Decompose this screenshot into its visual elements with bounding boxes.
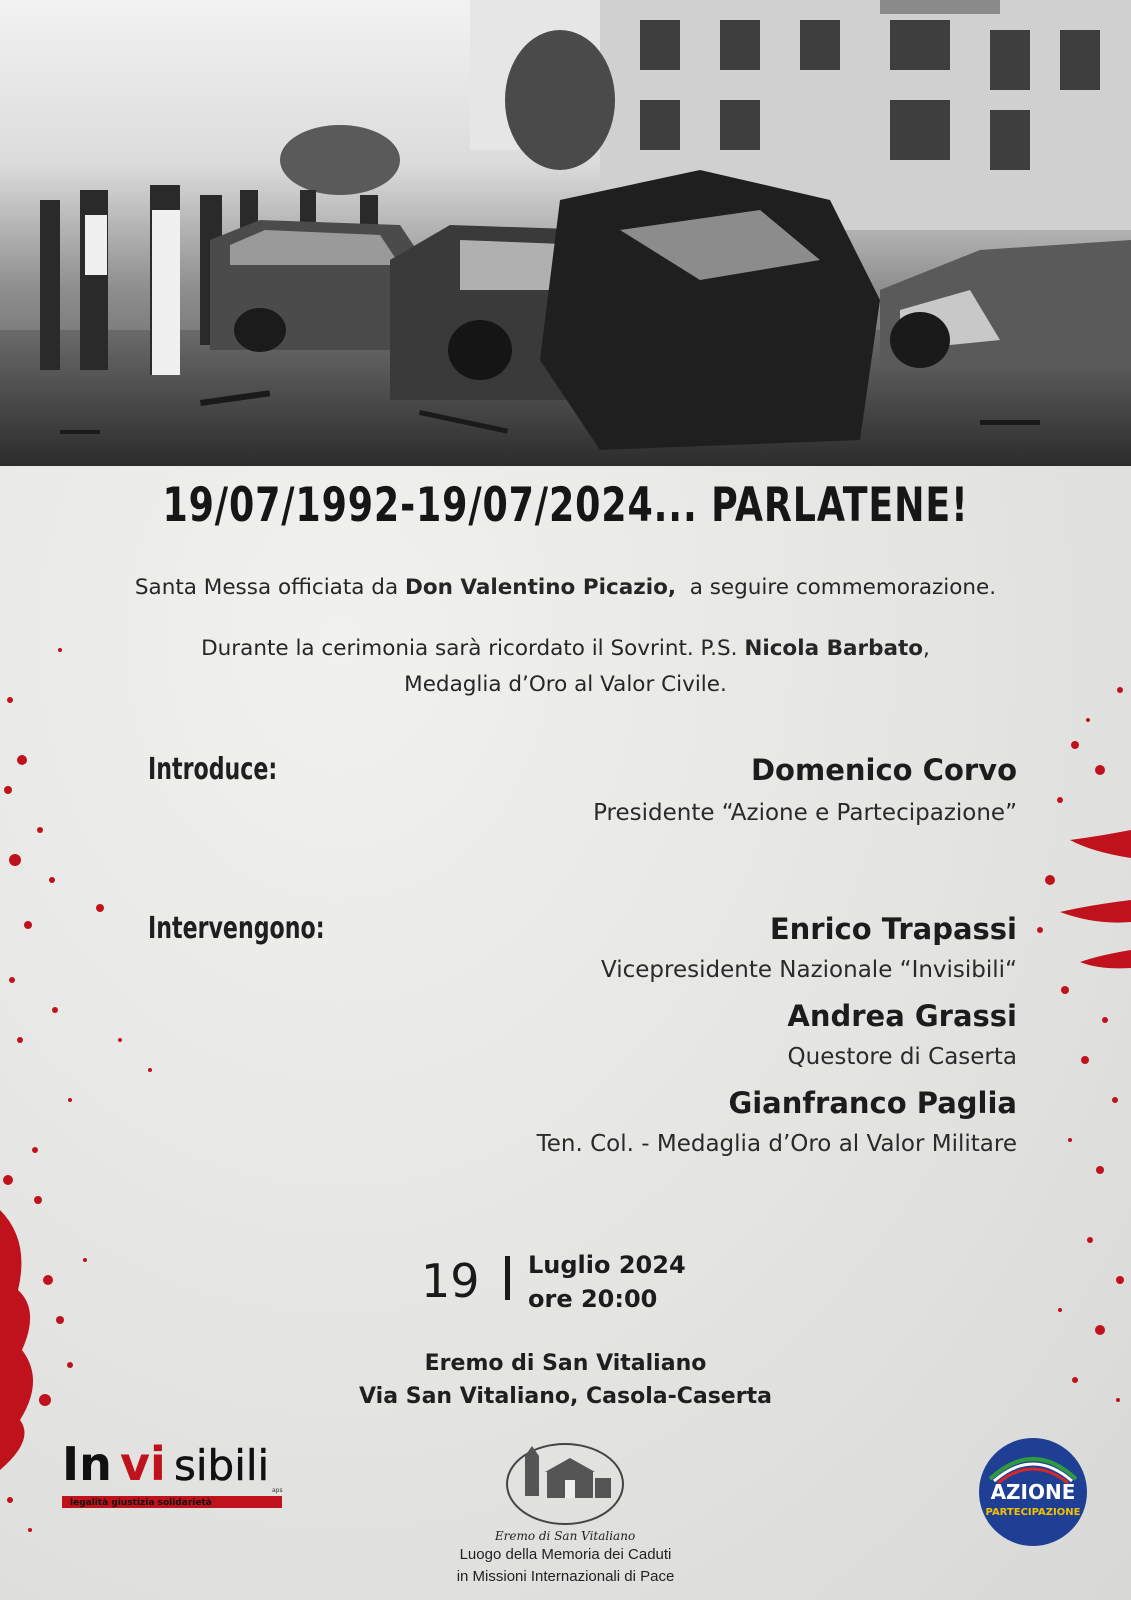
eremo-caption-line1: Luogo della Memoria dei Caduti	[459, 1546, 672, 1563]
speaker-role: Vicepresidente Nazionale “Invisibili“	[601, 957, 1017, 983]
speaker-role: Ten. Col. - Medaglia d’Oro al Valor Militare	[536, 1131, 1017, 1157]
speaker-name: Andrea Grassi	[787, 999, 1017, 1033]
venue-address: Via San Vitaliano, Casola-Caserta	[359, 1384, 772, 1409]
speakers-label: Intervengono:	[148, 911, 325, 946]
medal-line: Medaglia d’Oro al Valor Civile.	[404, 672, 727, 697]
eremo-logo-text: Eremo di San Vitaliano	[495, 1529, 635, 1543]
azione-logo-icon	[978, 1437, 1088, 1547]
church-icon	[495, 1436, 635, 1546]
introducer-role: Presidente “Azione e Partecipazione”	[593, 800, 1017, 826]
eremo-caption-line2: in Missioni Internazionali di Pace	[456, 1568, 675, 1585]
mass-line-post: a seguire commemorazione.	[676, 575, 997, 600]
eremo-logo	[495, 1436, 635, 1546]
partecipazione-word: PARTECIPAZIONE	[985, 1507, 1081, 1518]
header-photo	[0, 0, 1131, 466]
bombed-street-photo-icon	[0, 0, 1131, 466]
invisibili-vi: vi	[120, 1437, 166, 1491]
venue-name: Eremo di San Vitaliano	[424, 1351, 707, 1376]
mass-line-pre: Santa Messa officiata da	[134, 575, 405, 600]
invisibili-in: In	[62, 1437, 112, 1491]
invisibili-rest: sibili	[174, 1441, 270, 1490]
introducer-name: Domenico Corvo	[750, 753, 1017, 787]
azione-partecipazione-logo	[978, 1437, 1088, 1547]
ceremony-line	[0, 636, 1131, 661]
celebrant-name: Don Valentino Picazio,	[404, 575, 677, 600]
azione-word: AZIONE	[990, 1480, 1076, 1504]
page-title: 19/07/1992-19/07/2024... PARLATENE!	[162, 478, 969, 533]
event-time: ore 20:00	[528, 1285, 658, 1313]
honoree-name: Nicola Barbato	[744, 636, 924, 661]
event-month-year: Luglio 2024	[528, 1251, 686, 1279]
speaker-name: Gianfranco Paglia	[728, 1086, 1017, 1120]
invisibili-tagline: legalità giustizia solidarietà	[70, 1498, 212, 1508]
ceremony-line-pre: Durante la cerimonia sarà ricordato il Sovrint. P.S.	[201, 636, 745, 661]
introduce-label: Introduce:	[148, 752, 278, 787]
date-divider	[505, 1256, 510, 1300]
speaker-role: Questore di Caserta	[787, 1044, 1017, 1070]
ceremony-line-post: ,	[923, 636, 930, 661]
invisibili-logo	[62, 1434, 292, 1509]
mass-line	[0, 575, 1131, 600]
invisibili-logo-icon	[62, 1434, 292, 1509]
speaker-name: Enrico Trapassi	[769, 912, 1017, 946]
invisibili-suffix: aps	[272, 1487, 283, 1494]
event-day: 19	[421, 1254, 480, 1308]
